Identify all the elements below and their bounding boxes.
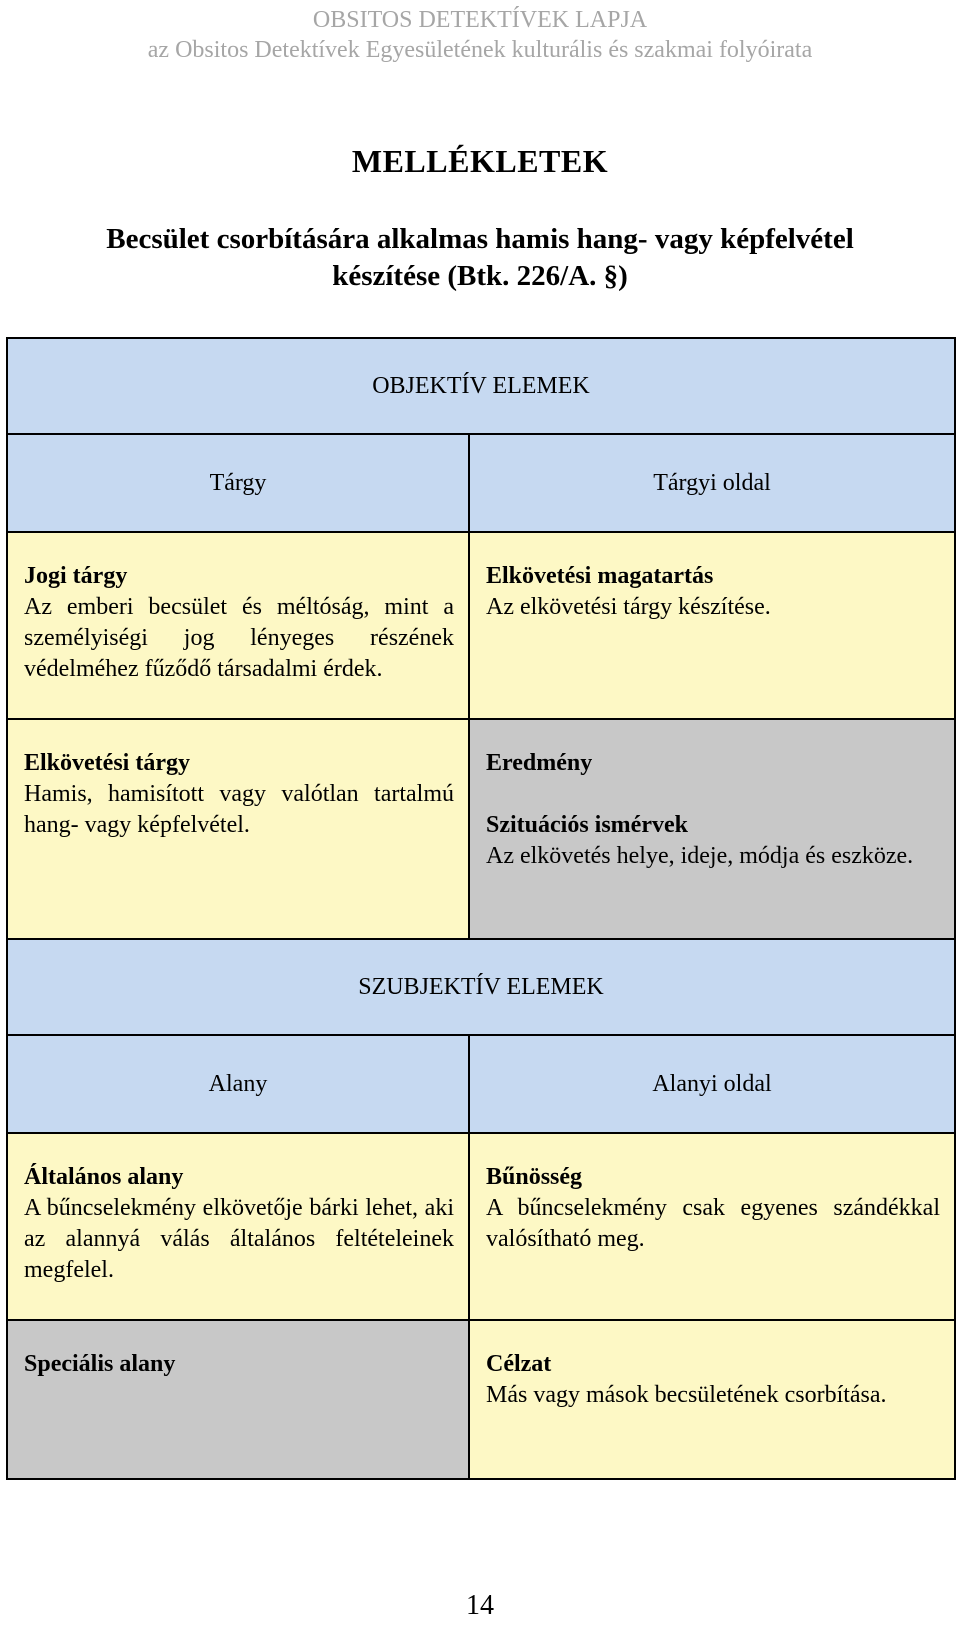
column-targy: Tárgy <box>8 435 470 531</box>
magatartas-text: Az elkövetési tárgy készítése. <box>486 594 771 620</box>
celzat-label: Célzat <box>486 1351 552 1377</box>
elkovetesi-targy-text: Hamis, hamisított vagy valótlan tartalmú hang- vagy képfelvétel. <box>24 781 454 838</box>
objective-row-2 <box>6 720 956 940</box>
column-targyi-oldal: Tárgyi oldal <box>470 435 954 531</box>
journal-subtitle: az Obsitos Detektívek Egyesületének kulturális és szakmai folyóirata <box>147 37 813 63</box>
subjective-columns-row <box>6 1036 956 1134</box>
subtitle-line-2: készítése (Btk. 226/A. §) <box>332 260 628 292</box>
jogi-targy-cell <box>8 533 470 718</box>
specialis-alany-label: Speciális alany <box>24 1351 176 1377</box>
subjective-row-2 <box>6 1321 956 1478</box>
page-number: 14 <box>466 1590 494 1621</box>
szituacios-text: Az elkövetés helye, ideje, módja és eszköze. <box>486 843 914 869</box>
elkovetesi-targy-cell <box>8 720 470 938</box>
szituacios-label: Szituációs ismérvek <box>486 812 688 838</box>
specialis-alany-cell <box>8 1321 470 1478</box>
subjective-heading: SZUBJEKTÍV ELEMEK <box>8 940 954 1034</box>
elements-table <box>6 337 956 1480</box>
elkovetesi-targy-label: Elkövetési tárgy <box>24 750 190 776</box>
objective-heading-row <box>6 339 956 435</box>
jogi-targy-label: Jogi tárgy <box>24 563 128 589</box>
document-subtitle <box>40 221 920 295</box>
subtitle-line-1: Becsület csorbítására alkalmas hamis hang- vagy képfelvétel <box>106 223 854 255</box>
objective-heading: OBJEKTÍV ELEMEK <box>8 339 954 433</box>
objective-columns-row <box>6 435 956 533</box>
jogi-targy-text: Az emberi becsület és méltóság, mint a személyiségi jog lényeges részének védelméhez fűződő társadalmi érdek. <box>24 594 454 682</box>
celzat-cell <box>470 1321 954 1478</box>
journal-title: OBSITOS DETEKTÍVEK LAPJA <box>312 7 648 33</box>
altalanos-alany-label: Általános alany <box>24 1164 184 1190</box>
bunosseg-label: Bűnösség <box>486 1164 583 1190</box>
objective-row-1 <box>6 533 956 720</box>
altalanos-alany-cell <box>8 1134 470 1319</box>
column-alanyi-oldal: Alanyi oldal <box>470 1036 954 1132</box>
celzat-text: Más vagy mások becsületének csorbítása. <box>486 1382 887 1408</box>
altalanos-alany-text: A bűncselekmény elkövetője bárki lehet, aki az alannyá válás általános feltételeinek megfelel. <box>24 1195 454 1283</box>
subjective-heading-row <box>6 940 956 1036</box>
magatartas-cell <box>470 533 954 718</box>
page-title: MELLÉKLETEK <box>351 143 609 179</box>
eredmeny-cell <box>470 720 954 938</box>
column-alany: Alany <box>8 1036 470 1132</box>
subjective-row-1 <box>6 1134 956 1321</box>
magatartas-label: Elkövetési magatartás <box>486 563 714 589</box>
bunosseg-text: A bűncselekmény csak egyenes szándékkal valósítható meg. <box>486 1195 940 1252</box>
bunosseg-cell <box>470 1134 954 1319</box>
eredmeny-label: Eredmény <box>486 750 593 776</box>
